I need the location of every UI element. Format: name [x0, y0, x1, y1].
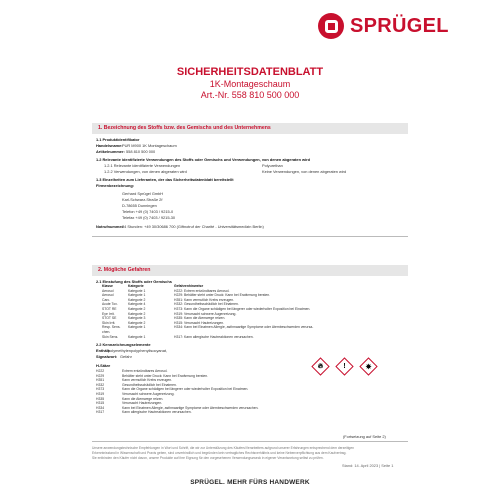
enthaelt-label: Enthält:: [96, 348, 111, 353]
handelsname-value: PUR M900 1K Montageschaum: [122, 143, 177, 148]
brand-logo-icon: [318, 13, 344, 39]
h-statement-row: [96, 410, 406, 415]
s21-title: 2.1 Einstufung des Stoffs oder Gemischs: [96, 279, 172, 284]
section-1-heading: 1. Bezeichnung des Stoffs bzw. des Gemischs und des Unternehmens: [92, 123, 408, 134]
h-code: H229: [96, 373, 105, 378]
table-cell: H222: Extrem entzündbares Aerosol.: [174, 288, 230, 293]
hsaetze-label: H-Sätze: [96, 363, 111, 368]
table-cell: H335: Kann die Atemwege reizen.: [174, 316, 226, 321]
table-cell: H229: Behälter steht unter Druck: Kann bei Erwärmung bersten.: [174, 293, 271, 298]
table-cell: Kategorie 1: [128, 325, 146, 330]
h-code: H222: [96, 369, 105, 373]
disclaimer-line: Sie entbinden den Käufer nicht davon, unsere Produkte auf ihre Eignung für den vorgesehenen Verwendungszweck in eigener Verantwortung selbst zu prüfen.: [92, 456, 324, 460]
date-page: Stand: 14. April 2023 | Seite 1: [342, 463, 394, 468]
table-cell: Carc.: [102, 297, 111, 302]
table-cell: Kategorie 1: [128, 334, 146, 339]
s11-title: 1.1 Produktidentifikator: [96, 137, 140, 142]
handelsname-label: Handelsname:: [96, 143, 123, 148]
table-cell: Aerosol: [102, 293, 114, 298]
s12-title: 1.2 Relevante identifizierte Verwendungen des Stoffs oder Gemischs und Verwendungen, von denen abgeraten wird: [96, 157, 311, 162]
table-cell: H351: Kann vermutlich Krebs erzeugen.: [174, 297, 235, 302]
brand-name: SPRÜGEL: [350, 14, 449, 37]
h-text: Behälter steht unter Druck: Kann bei Erwärmung bersten.: [122, 373, 209, 378]
notruf-label: Notrufnummer:: [96, 224, 125, 229]
table-cell: STOT SE: [102, 316, 117, 321]
document-title: SICHERHEITSDATENBLATT: [176, 66, 324, 78]
s22-title: 2.2 Kennzeichnungselemente: [96, 342, 151, 347]
h-text: Kann allergische Hautreaktionen verursachen.: [122, 410, 192, 415]
table-cell: H334: Kann bei Einatmen Allergie, asthmaartige Symptome oder Atembeschwerden verursa-: [174, 325, 314, 330]
s121-label: 1.2.1 Relevante identifizierte Verwendungen: [104, 163, 181, 168]
table-cell: Kategorie 2: [128, 320, 146, 325]
section-2-heading: 2. Mögliche Gefahren: [92, 265, 408, 276]
address-line: Telefax +49 (0) 7403 / 9215-30: [122, 215, 176, 220]
table-header-cell: Gefahrenhinweise: [174, 284, 204, 288]
s121-value: Polyurethan: [262, 163, 283, 168]
notruf-value: 24 Stunden: +49 30/30686 700 (Giftnotruf der Charité - Universitätsmedizin Berlin): [122, 224, 264, 229]
h-text: Gesundheitsschädlich bei Einatmen.: [122, 382, 177, 387]
signalwort-value: Gefahr: [120, 354, 132, 359]
s122-label: 1.2.2 Verwendungen, von denen abgeraten wird: [104, 169, 187, 174]
health-hazard-icon: ✵: [359, 357, 377, 375]
flame-icon: 🔥︎: [311, 357, 329, 375]
address-line: D-78655 Dunningen: [122, 203, 157, 208]
table-cell: Kategorie 1: [128, 288, 146, 293]
s13-title: 1.3 Einzelheiten zum Lieferanten, der das Sicherheitsdatenblatt bereitstellt: [96, 177, 234, 182]
continuation-note: (Fortsetzung auf Seite 2): [343, 434, 386, 439]
h-code: H332: [96, 382, 105, 387]
table-cell: Kategorie 2: [128, 311, 146, 316]
firmen-label: Firmenbezeichnung:: [96, 183, 135, 188]
address-line: Telefon +49 (0) 7403 / 9215-0: [122, 209, 174, 214]
address-line: Gerhard Sprügel GmbH: [122, 191, 164, 196]
h-text: Kann bei Einatmen Allergie, asthmaartige Symptome oder Atembeschwerden verursachen.: [122, 405, 259, 410]
table-cell: Resp. Sens.: [102, 325, 121, 330]
h-text: Kann die Organe schädigen bei längerer oder wiederholter Exposition bei Einatmen.: [122, 387, 249, 392]
artikelnummer-value: 558 810 500 000: [126, 149, 156, 154]
table-header-cell: Kategorie: [128, 284, 144, 288]
address-line: Karl-Schwarz-Straße 2f: [122, 197, 163, 202]
h-code: H335: [96, 396, 105, 401]
table-cell: H315: Verursacht Hautreizungen.: [174, 320, 225, 325]
table-cell: Kategorie 1: [128, 293, 146, 298]
h-text: Verursacht Hautreizungen.: [122, 401, 163, 406]
h-code: H315: [96, 401, 105, 406]
product-name: 1K-Montageschaum: [209, 79, 291, 89]
table-cell: STOT RE: [102, 306, 117, 311]
table-cell: Skin Irrit.: [102, 320, 116, 325]
article-number: Art.-Nr. 558 810 500 000: [200, 90, 300, 100]
table-cell: Eye Irrit.: [102, 311, 115, 316]
table-cell: Kategorie 3: [128, 316, 146, 321]
h-statements: [96, 369, 406, 415]
section-divider: [92, 236, 408, 237]
table-cell: H332: Gesundheitsschädlich bei Einatmen.: [174, 302, 239, 307]
artikelnummer-label: Artikelnummer:: [96, 149, 125, 154]
table-cell: Kategorie 2: [128, 297, 146, 302]
section-divider: [92, 441, 408, 442]
h-text: Kann vermutlich Krebs erzeugen.: [122, 378, 173, 383]
classification-table: [102, 284, 412, 339]
signalwort-label: Signalwort:: [96, 354, 118, 359]
table-cell: Kategorie 2: [128, 306, 146, 311]
table-cell: H373: Kann die Organe schädigen bei längerer oder wiederholter Exposition bei Einatmen.: [174, 306, 311, 311]
h-code: H334: [96, 405, 105, 410]
h-code: H351: [96, 378, 105, 383]
document-title-block: [0, 66, 500, 101]
table-row: [102, 335, 412, 340]
brand-logo: [318, 11, 449, 41]
table-cell: H317: Kann allergische Hautreaktionen verursachen.: [174, 334, 254, 339]
disclaimer-line: Erkenntnisstand in Wissenschaft und Praxis geben, sind unverbindlich und begründen kein vertragliches Rechtsverhältnis und keine Nebenverpflichtung aus dem Kaufvertrag.: [92, 451, 347, 455]
s122-value: Keine Verwendungen, von denen abgeraten wird: [262, 169, 347, 174]
h-code: H317: [96, 410, 105, 415]
table-cell: Aerosol: [102, 288, 114, 293]
h-text: Extrem entzündbares Aerosol.: [122, 369, 168, 373]
table-cell: H319: Verursacht schwere Augenreizung.: [174, 311, 237, 316]
table-header-cell: Klasse: [102, 284, 113, 288]
disclaimer-line: Unsere anwendungstechnische Empfehlungen in Wort und Schrift, die wir zur Unterstützung des Käufers/Verarbeiters aufgrund unserer Erfahrungen entsprechend dem derzeitigen: [92, 446, 355, 450]
enthaelt-value: polymethylenpolyphenylisocyanat,: [108, 348, 168, 353]
h-text: Kann die Atemwege reizen.: [122, 396, 164, 401]
h-code: H319: [96, 391, 105, 396]
table-cell: Skin Sens.: [102, 334, 119, 339]
h-code: H373: [96, 387, 105, 392]
table-cell: chen.: [102, 329, 111, 334]
footer-slogan: SPRÜGEL. MEHR FÜRS HANDWERK: [190, 479, 310, 486]
h-text: Verursacht schwere Augenreizung.: [122, 391, 175, 396]
table-cell: Acute Tox.: [102, 302, 118, 307]
table-cell: Kategorie 4: [128, 302, 146, 307]
exclamation-icon: !: [335, 357, 353, 375]
